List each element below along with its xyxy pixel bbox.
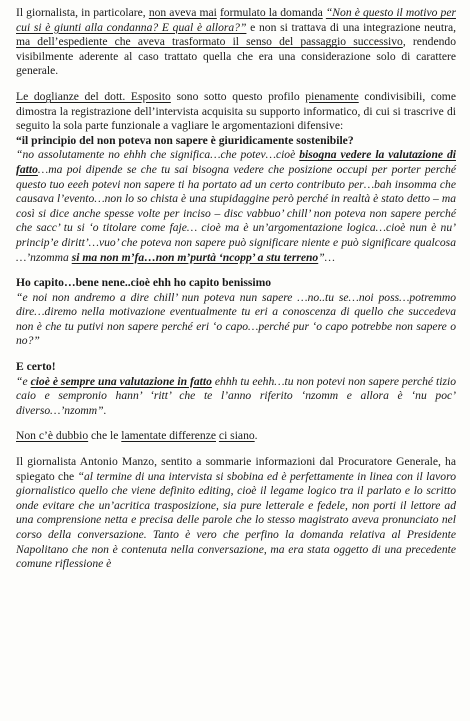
emphasized-text: bisogna vedere la valutazione di fatto: [16, 148, 456, 176]
emphasized-text: cioè è sempre una valutazione in fatto: [30, 374, 212, 388]
text-run: Il giornalista, in particolare,: [16, 6, 149, 19]
text-run: , rendendo visibilmente aderente al caso trattato quella che era una considerazione solo di carattere generale.: [16, 35, 457, 78]
underlined-text: non aveva mai: [148, 6, 217, 19]
text-run: …ma poi dipende se che tu sai bisogna vedere che posizione occupi per porter perché questo tuo eeeh potevi non sapere ti ha portato ad un certo contributo per…bah insomma che causava l’evento…non lo so chista è una stupidaggine però perché in realtà è stato detto – ma così si dice anche spesse volte per inciso – disc vabbuo’ chill’ non poteva non sapere perché che sacc’ tu si ‘o titolare come faje… cioè ma è un’argomentazione logica…cioè nun è nu’ princip’e diritt’…vuo’ che poteva non sapere può significare niente e può significare qualcosa …’nzomma: [16, 162, 456, 264]
text-run: sono sotto questo profilo: [170, 89, 306, 103]
underlined-text: pienamente: [305, 89, 359, 103]
text-run: “no assolutamente no ehhh che significa…che potev…cioè: [16, 148, 300, 162]
text-run: ”…: [318, 250, 335, 264]
text-run: ehhh tu eehh…tu non potevi non sapere perché tizio caio e sempronio hann’ ‘ritt’ che te l’anno riferito ‘nzomm e allora è ‘nu poc’ diverso…’nzomm”.: [16, 374, 456, 417]
interview-question-3: E certo!: [16, 360, 56, 374]
underlined-text: Le doglianze del dott. Esposito: [16, 89, 171, 103]
interview-answer-2: “e noi non andremo a dire chill’ nun poteva nun sapere …no..tu se…noi poss…potremmo dire…diremo nella motivazione eventualmente tu eri a conoscenza di quello che succedeva non è che tu putivi non sapere perché eri ‘o capo…perché pur ‘o capo potrebbe non sapere o no?”: [16, 290, 456, 348]
emphasized-text: si ma non m’fa…non m’purtà ‘ncopp’ a stu terreno: [71, 250, 319, 264]
interview-question-2: Ho capito…bene nene..cioè ehh ho capito benissimo: [16, 276, 272, 290]
text-run: .: [254, 429, 258, 443]
underlined-text: ma dell’espediente che aveva trasformato il senso del passaggio successivo: [16, 35, 403, 49]
text-run: Il giornalista Antonio Manzo, sentito a sommarie informazioni dal Procuratore Generale, ha spiegato che: [16, 455, 456, 483]
text-run: “e: [16, 374, 31, 388]
interview-question-1: “il principio del non poteva non sapere è giuridicamente sostenibile?: [16, 133, 354, 147]
interview-answer-3: [16, 375, 456, 419]
underlined-text: lamentate differenze: [121, 429, 217, 443]
underlined-text: formulato la domanda: [219, 6, 323, 19]
underlined-text: ci siano: [218, 429, 255, 443]
quoted-question: “Non è questo il motivo per cui si è giunti alla condanna? E qual è allora?”: [16, 6, 456, 34]
paragraph-complaints: [16, 90, 456, 134]
text-run: e non si trattava di una integrazione neutra,: [246, 20, 456, 34]
interview-answer-1: [16, 148, 456, 265]
text-run: condivisibili, come dimostra la registrazione dell’intervista acquisita su supporto informatico, di cui si trascrive di seguito la sola parte funzionale a vagliare le argomentazioni difensive:: [16, 89, 456, 133]
underlined-text: Non c’è dubbio: [16, 429, 89, 443]
paragraph-no-doubt: [16, 429, 456, 444]
paragraph-manzo: [16, 455, 456, 572]
quoted-statement: “al termine di una intervista si sbobina ed è perfettamente in linea con il lavoro giornalistico quello che viene definito editing, cioè il legame logico tra il parlato e lo scritto onde evitare che un’acritica trasposizione, sia pure letterale e fedele, non porti il lettore ad una comprensione netta e precisa delle parole che lo stesso magistrato aveva pronunciato nel corso della conversazione. Tanto è vero che perfino la domanda relativa al Presidente Napolitano che non è contenuta nella conversazione, ma era stata oggetto di una precedente comune riflessione è: [16, 469, 456, 571]
paragraph-journalist-question: [16, 6, 456, 79]
text-run: che le: [88, 429, 122, 443]
